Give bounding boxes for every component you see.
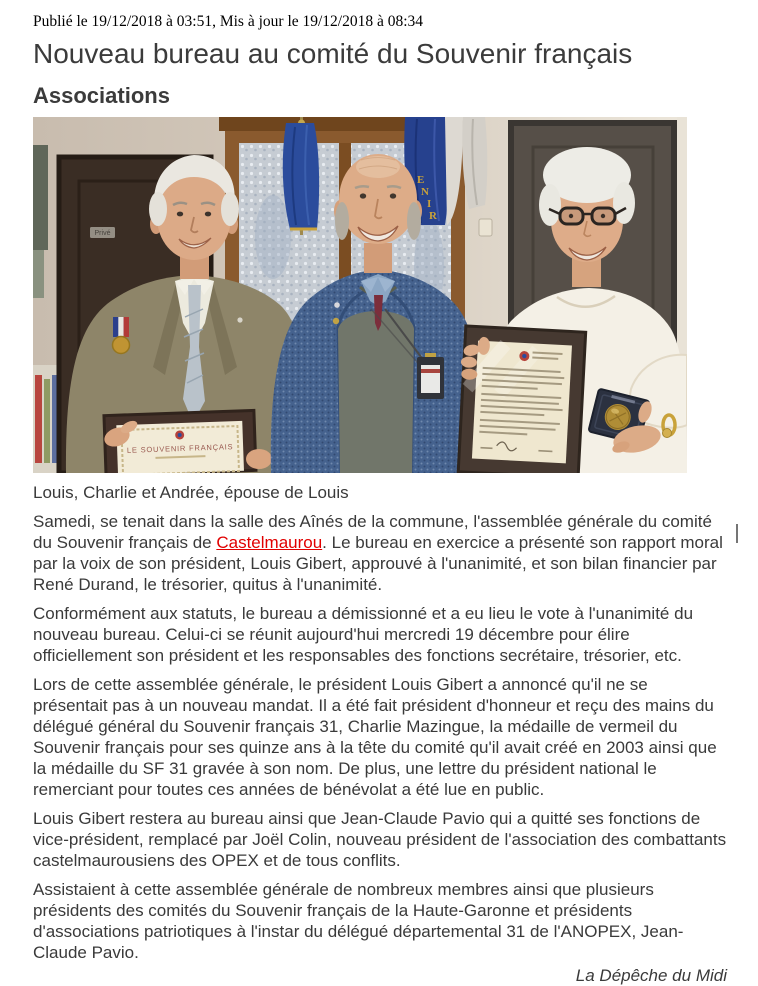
text-caret [736,524,738,543]
light-switch [479,219,492,236]
framed-letter [455,326,585,473]
article-page [33,12,727,986]
tricolor-medal [113,317,130,354]
article-category: Associations [33,83,170,108]
paragraph-1-text-before: Samedi, se tenait dans la salle des Aînés de la commune, l'assemblée générale du comité du Souvenir français de [33,512,712,552]
paragraph-1 [33,511,727,595]
published-line: Publié le 19/12/2018 à 03:51, Mis à jour le 19/12/2018 à 08:34 [33,13,424,30]
paragraph-3: Lors de cette assemblée générale, le président Louis Gibert a annoncé qu'il ne se présentait pas à un nouveau mandat. Il a été fait président d'honneur et reçu des mains du délégué général du Souvenir français 31, Charlie Mazingue, la médaille de vermeil du Souvenir français pour ses quinze ans à la tête du comité qu'il avait créé en 2003 ainsi que la médaille du SF 31 gravée à son nom. De plus, une lettre du président national le remerciant pour toutes ces années de bénévolat a été lue en public. [33,675,717,799]
article-photo [33,117,687,473]
photo-illustration [33,117,687,473]
flag-lettering: E N I R [417,174,437,222]
photo-caption: Louis, Charlie et Andrée, épouse de Louis [33,483,349,502]
certificate-text: LE SOUVENIR FRANÇAIS [126,442,234,455]
paragraph-2: Conformément aux statuts, le bureau a démissionné et a eu lieu le vote à l'unanimité du nouveau bureau. Celui-ci se réunit aujourd'hui mercredi 19 décembre pour élire officiellement son président et les responsables des fonctions secrétaire, trésorier, etc. [33,604,694,665]
paragraph-5: Assistaient à cette assemblée générale de nombreux membres ainsi que plusieurs présidents des comités du Souvenir français de la Haute-Garonne et présidents d'associations patriotiques à l'instar du délégué départemental 31 de l'ANOPEX, Jean-Claude Pavio. [33,880,684,962]
castelmaurou-link[interactable]: Castelmaurou [216,533,323,552]
article-title: Nouveau bureau au comité du Souvenir français [33,38,633,69]
paragraph-1-text-after: . Le bureau en exercice a présenté son rapport moral par la voix de son président, Louis Gibert, approuvé à l'unanimité, et son bilan financier par René Durand, le trésorier, quitus à l'unanimité. [33,533,723,594]
left-flag [283,117,319,235]
paragraph-4: Louis Gibert restera au bureau ainsi que Jean-Claude Pavio qui a quitté ses fonctions de vice-président, remplacé par Joël Colin, nouveau président de l'association des combattants castelmaurousiens des OPEX et de tous conflits. [33,809,727,870]
door-sign-text: Privé [94,230,111,237]
source-attribution: La Dépêche du Midi [575,966,727,985]
certificate [104,410,256,473]
